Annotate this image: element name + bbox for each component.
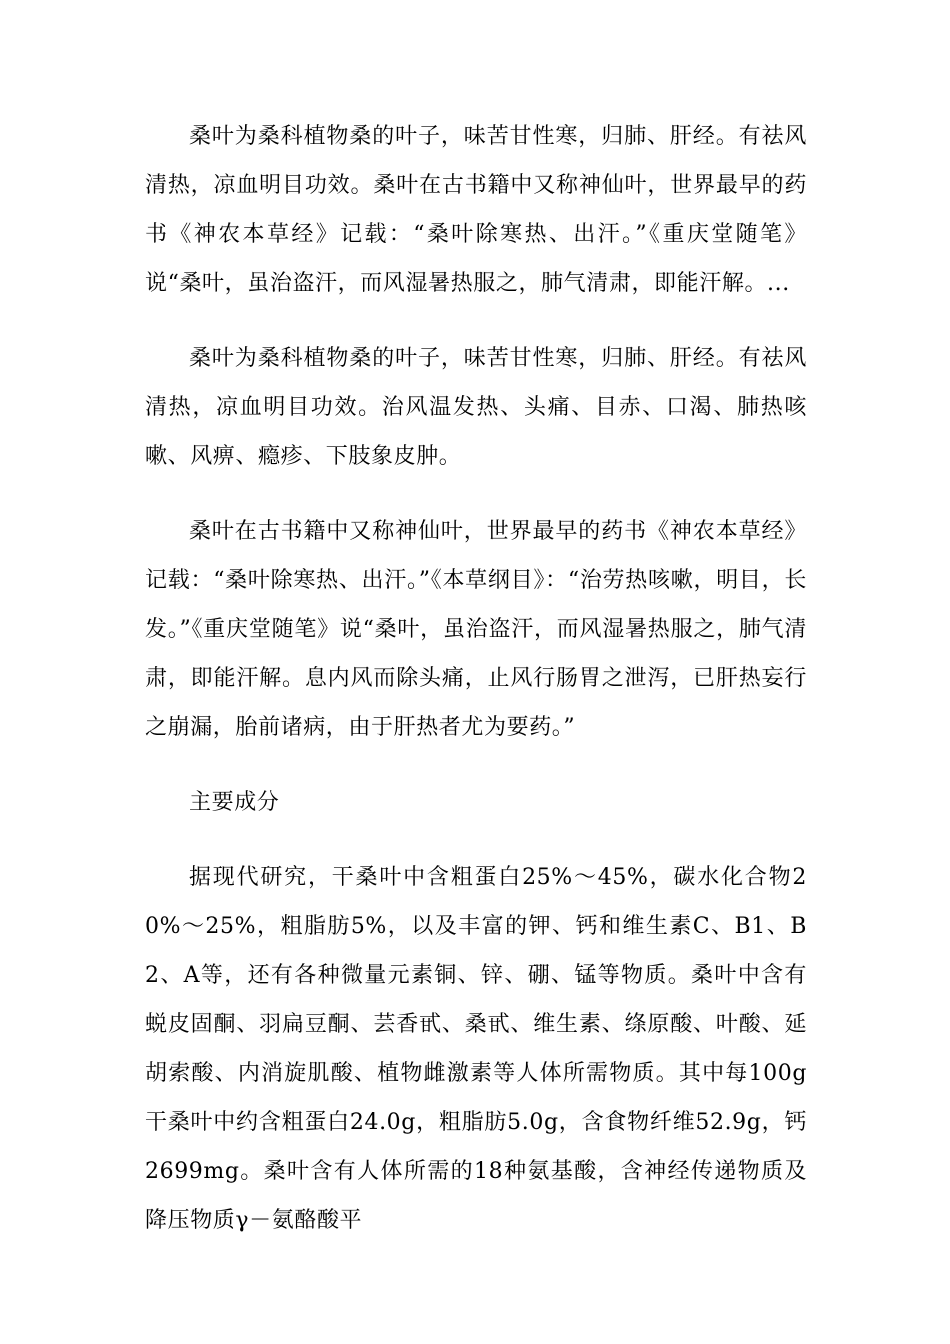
paragraph-2: 桑叶为桑科植物桑的叶子，味苦甘性寒，归肺、肝经。有祛风清热，凉血明目功效。治风温发热、头痛、目赤、口渴、肺热咳嗽、风痹、瘾疹、下肢象皮肿。 <box>145 346 807 469</box>
section-heading: 主要成分 <box>189 790 280 815</box>
document-body <box>145 112 807 1271</box>
paragraph-1: 桑叶为桑科植物桑的叶子，味苦甘性寒，归肺、肝经。有祛风清热，凉血明目功效。桑叶在古书籍中又称神仙叶，世界最早的药书《神农本草经》记载：“桑叶除寒热、出汗。”《重庆堂随笔》说“桑叶，虽治盗汗，而风湿暑热服之，肺气清肃，即能汗解。... <box>145 124 807 296</box>
section-paragraph: 据现代研究，干桑叶中含粗蛋白25%～45%，碳水化合物20%～25%，粗脂肪5%，以及丰富的钾、钙和维生素C、B1、B2、A等，还有各种微量元素铜、锌、硼、锰等物质。桑叶中含有蜕皮固酮、羽扁豆酮、芸香甙、桑甙、维生素、绦原酸、叶酸、延胡索酸、内消旋肌酸、植物雌激素等人体所需物质。其中每100g干桑叶中约含粗蛋白24.0g，粗脂肪5.0g，含食物纤维52.9g，钙2699mg。桑叶含有人体所需的18种氨基酸，含神经传递物质及降压物质γ－氨酪酸平 <box>145 865 807 1233</box>
paragraph-3: 桑叶在古书籍中又称神仙叶，世界最早的药书《神农本草经》记载：“桑叶除寒热、出汗。”《本草纲目》：“治劳热咳嗽，明目，长发。”《重庆堂随笔》说“桑叶，虽治盗汗，而风湿暑热服之，肺气清肃，即能汗解。息内风而除头痛，止风行肠胃之泄泻，已肝热妄行之崩漏，胎前诸病，由于肝热者尤为要药。” <box>145 519 807 740</box>
